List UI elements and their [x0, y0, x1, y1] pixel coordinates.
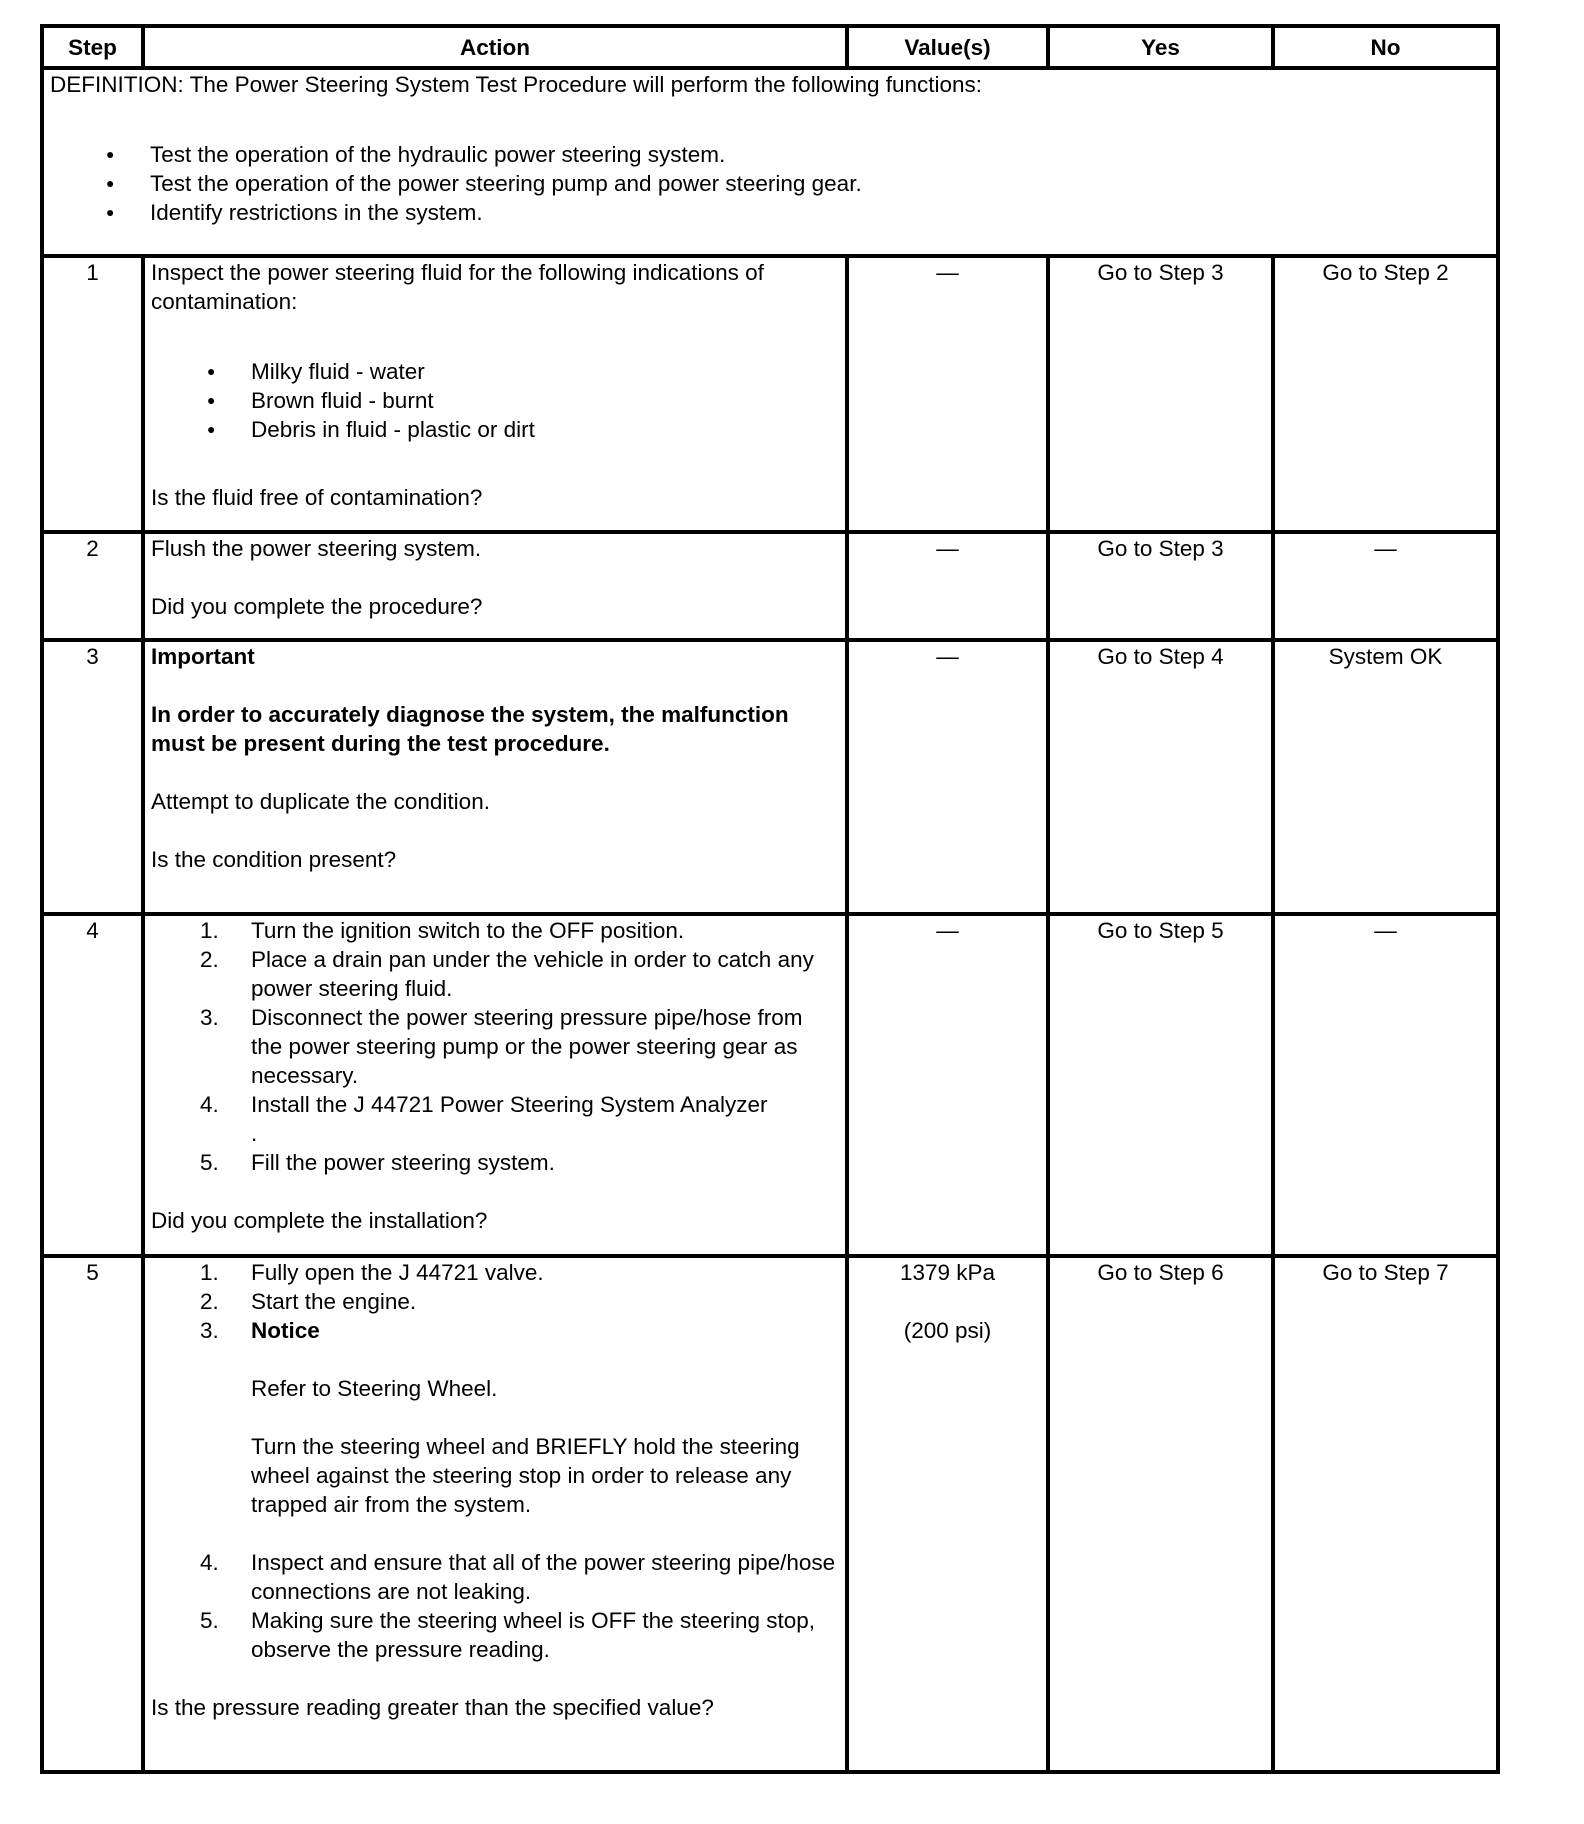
action-cell [143, 256, 847, 532]
important-text: In order to accurately diagnose the system, the malfunction must be present during the test procedure. [151, 702, 789, 756]
action-question: Is the fluid free of contamination? [151, 485, 483, 510]
action-question: Did you complete the installation? [151, 1208, 488, 1233]
list-item: 5. Making sure the steering wheel is OFF the steering stop, observe the pressure reading. [200, 1608, 816, 1662]
header-no: No [1273, 26, 1498, 68]
value-cell [847, 1256, 1048, 1772]
header-row [42, 26, 1498, 68]
yes-cell: Go to Step 4 [1048, 640, 1273, 914]
no-cell: Go to Step 2 [1273, 256, 1498, 532]
list-item: 3. Disconnect the power steering pressure pipe/hose from the power steering pump or the power steering gear as necessary. [200, 1005, 803, 1088]
action-intro: Inspect the power steering fluid for the following indications of contamination: [151, 260, 764, 314]
action-cell [143, 914, 847, 1256]
list-item: 1. Fully open the J 44721 valve. [200, 1260, 544, 1285]
step-number: 3 [42, 640, 143, 914]
list-item: ● Debris in fluid - plastic or dirt [251, 415, 839, 444]
table-row [42, 640, 1498, 914]
pressure-value-metric: 1379 kPa [899, 1260, 996, 1285]
definition-bullet-list [50, 140, 1490, 227]
action-intro: Flush the power steering system. [151, 536, 482, 561]
yes-cell: Go to Step 6 [1048, 1256, 1273, 1772]
list-item: ● Test the operation of the power steering pump and power steering gear. [150, 169, 1490, 198]
table-row [42, 1256, 1498, 1772]
value-cell: — [847, 532, 1048, 640]
no-cell: — [1273, 532, 1498, 640]
important-label: Important [151, 644, 255, 669]
no-cell: System OK [1273, 640, 1498, 914]
yes-cell: Go to Step 5 [1048, 914, 1273, 1256]
value-cell: — [847, 640, 1048, 914]
no-cell: — [1273, 914, 1498, 1256]
table-row [42, 532, 1498, 640]
table-row [42, 256, 1498, 532]
list-item: 3. Notice Refer to Steering Wheel. Turn the steering wheel and BRIEFLY hold the steering wheel against the steering stop in order to release any trapped air from the system. [151, 1316, 839, 1548]
notice-label: Notice [251, 1318, 320, 1343]
diagnostic-table [40, 24, 1500, 1774]
table-row [42, 914, 1498, 1256]
test-steps-list [151, 1258, 839, 1664]
install-steps-list [151, 916, 839, 1177]
yes-cell: Go to Step 3 [1048, 532, 1273, 640]
pressure-value-imperial: (200 psi) [903, 1318, 992, 1343]
value-cell: — [847, 914, 1048, 1256]
header-step: Step [42, 26, 143, 68]
contamination-list [151, 357, 839, 444]
action-cell [143, 640, 847, 914]
action-cell [143, 532, 847, 640]
list-item: ● Identify restrictions in the system. [150, 198, 1490, 227]
list-item: 5. Fill the power steering system. [200, 1150, 555, 1175]
list-item: ● Test the operation of the hydraulic power steering system. [150, 140, 1490, 169]
step-number: 4 [42, 914, 143, 1256]
list-item: 4. Inspect and ensure that all of the power steering pipe/hose connections are not leaking. [200, 1550, 836, 1604]
action-instruction: Attempt to duplicate the condition. [151, 789, 490, 814]
no-cell: Go to Step 7 [1273, 1256, 1498, 1772]
step-number: 1 [42, 256, 143, 532]
notice-text: Turn the steering wheel and BRIEFLY hold the steering wheel against the steering stop in order to release any trapped air from the system. [251, 1434, 800, 1517]
action-cell [143, 1256, 847, 1772]
yes-cell: Go to Step 3 [1048, 256, 1273, 532]
definition-row [42, 68, 1498, 256]
definition-cell [42, 68, 1498, 256]
action-question: Is the pressure reading greater than the specified value? [151, 1695, 714, 1720]
list-item: 4. Install the J 44721 Power Steering System Analyzer . [200, 1092, 768, 1146]
header-action: Action [143, 26, 847, 68]
definition-text: DEFINITION: The Power Steering System Test Procedure will perform the following functions: [50, 72, 983, 97]
action-question: Did you complete the procedure? [151, 594, 483, 619]
notice-reference: Refer to Steering Wheel. [251, 1376, 498, 1401]
list-item: 2. Place a drain pan under the vehicle in order to catch any power steering fluid. [200, 947, 814, 1001]
list-item: ● Brown fluid - burnt [251, 386, 839, 415]
header-values: Value(s) [847, 26, 1048, 68]
step-number: 5 [42, 1256, 143, 1772]
action-question: Is the condition present? [151, 847, 397, 872]
procedure-document [40, 24, 1496, 1774]
list-item: ● Milky fluid - water [251, 357, 839, 386]
value-cell: — [847, 256, 1048, 532]
list-item: 1. Turn the ignition switch to the OFF position. [200, 918, 685, 943]
list-item: 2. Start the engine. [200, 1289, 417, 1314]
step-number: 2 [42, 532, 143, 640]
header-yes: Yes [1048, 26, 1273, 68]
